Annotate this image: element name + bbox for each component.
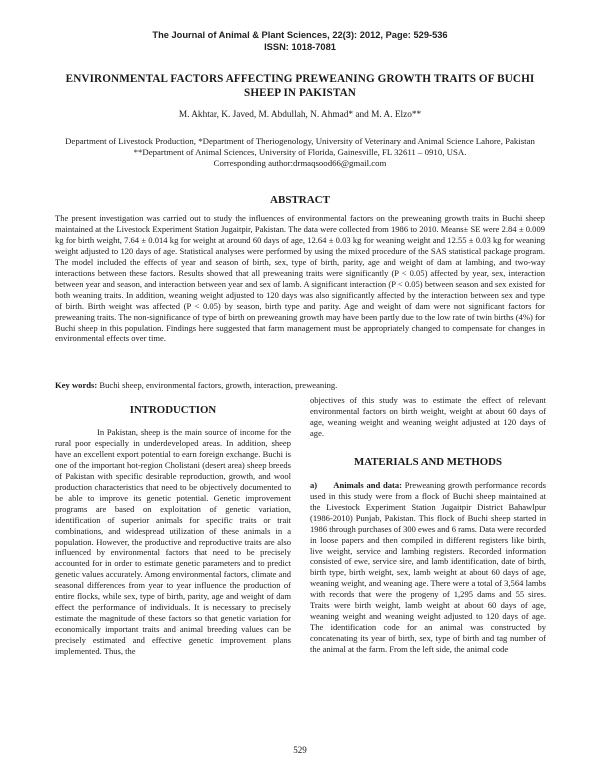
keywords xyxy=(55,380,545,391)
author-list: M. Akhtar, K. Javed, M. Abdullah, N. Ahmad* and M. A. Elzo** xyxy=(178,110,422,120)
journal-citation: The Journal of Animal & Plant Sciences, 22(3): 2012, Page: 529-536 xyxy=(152,30,448,40)
keywords-label: Key words: xyxy=(55,380,98,390)
animals-data-body: Preweaning growth performance records used in this study were from a flock of Buchi sheep maintained at the Livestock Experiment Station Jugaitpir District Bahawlpur (1986-2010) Punjab, Pakistan. This flock of Buchi sheep started in 1986 through purchases of 300 ewes and 6 rams. Data were recorded in loose papers and then compiled in different registers like birth, live weight, service and lambing registers. Recorded information consisted of ewe, service sire, and lamb identification, date of birth, birth type, birth weight, sex, lamb weight at about 60 days of age, weaning weight, and weaning age. There were a total of 3,564 lambs with records that were the progeny of 1,295 dams and 55 sires. Traits were birth weight, lamb weight at about 60 days of age, weaning weight and weaning weight adjusted to 120 days of age. The identification code for an animal was constructed by concatenating its year of birth, sex, type of birth and tag number of the animal at the farm. From the left side, the animal code xyxy=(310,479,546,655)
left-column xyxy=(55,403,291,657)
abstract-heading: ABSTRACT xyxy=(270,194,330,206)
methods-heading: MATERIALS AND METHODS xyxy=(354,455,502,468)
journal-header xyxy=(0,29,600,53)
objectives-continuation: objectives of this study was to estimate the effect of relevant environmental factors on birth weight, weight at about 60 days of age, weaning weight and weaning weight adjusted at 120 days of age. xyxy=(310,395,546,438)
animals-data-label: a) Animals and data: xyxy=(310,479,402,490)
journal-issn: ISSN: 1018-7081 xyxy=(264,42,336,52)
paper-title: ENVIRONMENTAL FACTORS AFFECTING PREWEANING GROWTH TRAITS OF BUCHI SHEEP IN PAKISTAN xyxy=(65,73,535,99)
abstract-body: The present investigation was carried out to study the influences of environmental factors on the preweaning growth traits in Buchi sheep maintained at the Livestock Experiment Station Jugaitpir, Pakistan. The data were collected from 1986 to 2010. Means± SE were 2.84 ± 0.009 kg for birth weight, 7.64 ± 0.014 kg for weight at around 60 days of age, 12.64 ± 0.03 kg for weaning weight and 12.55 ± 0.03 kg for weaning weight adjusted to 120 days of age. Statistical analyses were performed by using the mixed procedure of the SAS statistical package program. The model included the effects of year and season of birth, sex, type of birth, parity, age and weight of dam at lambing, and two-way interactions between these factors. Results showed that all preweaning traits were significantly (P < 0.05) affected by year, sex, interaction between year and season, and interaction between year and sex of lamb. A significant interaction (P < 0.05) between season and sex existed for both weaning traits. In addition, weaning weight adjusted to 120 days was also significantly affected by the interaction between sex and type of birth. Birth weight was affected (P < 0.05) by season, birth type and parity. Age and weight of dam were not significant factors for preweaning traits. The non-significance of type of birth on preweaning growth may have been partly due to the low rate of twin births (4%) for Buchi sheep in this population. Findings here suggested that farm management must be appropriately changed to compensate for changes in environmental effects over time. xyxy=(55,213,545,344)
introduction-heading: INTRODUCTION xyxy=(129,404,217,416)
keywords-text: Buchi sheep, environmental factors, growth, interaction, preweaning. xyxy=(99,380,338,390)
affiliation-line-1: Department of Livestock Production, *Department of Theriogenology, University of Veterinary and Animal Science Lahore, Pakistan xyxy=(65,136,535,146)
corresponding-author: Corresponding author:drmaqsood66@gmail.com xyxy=(213,158,387,169)
introduction-body: In Pakistan, sheep is the main source of income for the rural poor especially in underdeveloped areas. In addition, sheep have an excellent export potential to earn foreign exchange. Buchi is one of the important hot-region Cholistani (desert area) sheep breeds of Pakistan with specific desirable reproduction, growth, and wool production characteristics that need to be objectively documented to be able to improve its genetic potential. Genetic improvement programs are based on exploitation of genetic variation, identification of superior animals for specific traits or trait combinations, and widespread utilization of these animals in a population. However, the productive and reproductive traits are also influenced by environmental factors that need to be precisely accounted for in order to estimate genetic parameters and to predict genetic values accurately. Among environmental factors, climate and seasonal differences from year to year influence the production of entire flocks, while sex, type of birth, parity, age and weight of dam effect the performance of individuals. It is necessary to precisely estimate the magnitude of these factors so that genetic variation for economically important traits and animal breeding values can be precisely estimated and effective genetic improvement plans implemented. Thus, the xyxy=(55,427,291,657)
animals-data-paragraph xyxy=(310,480,546,655)
affiliations xyxy=(40,136,560,170)
right-column xyxy=(310,395,546,655)
affiliation-line-2: **Department of Animal Sciences, University of Florida, Gainesville, FL 32611 – 0910, USA. xyxy=(133,147,467,158)
page-number: 529 xyxy=(293,745,307,755)
